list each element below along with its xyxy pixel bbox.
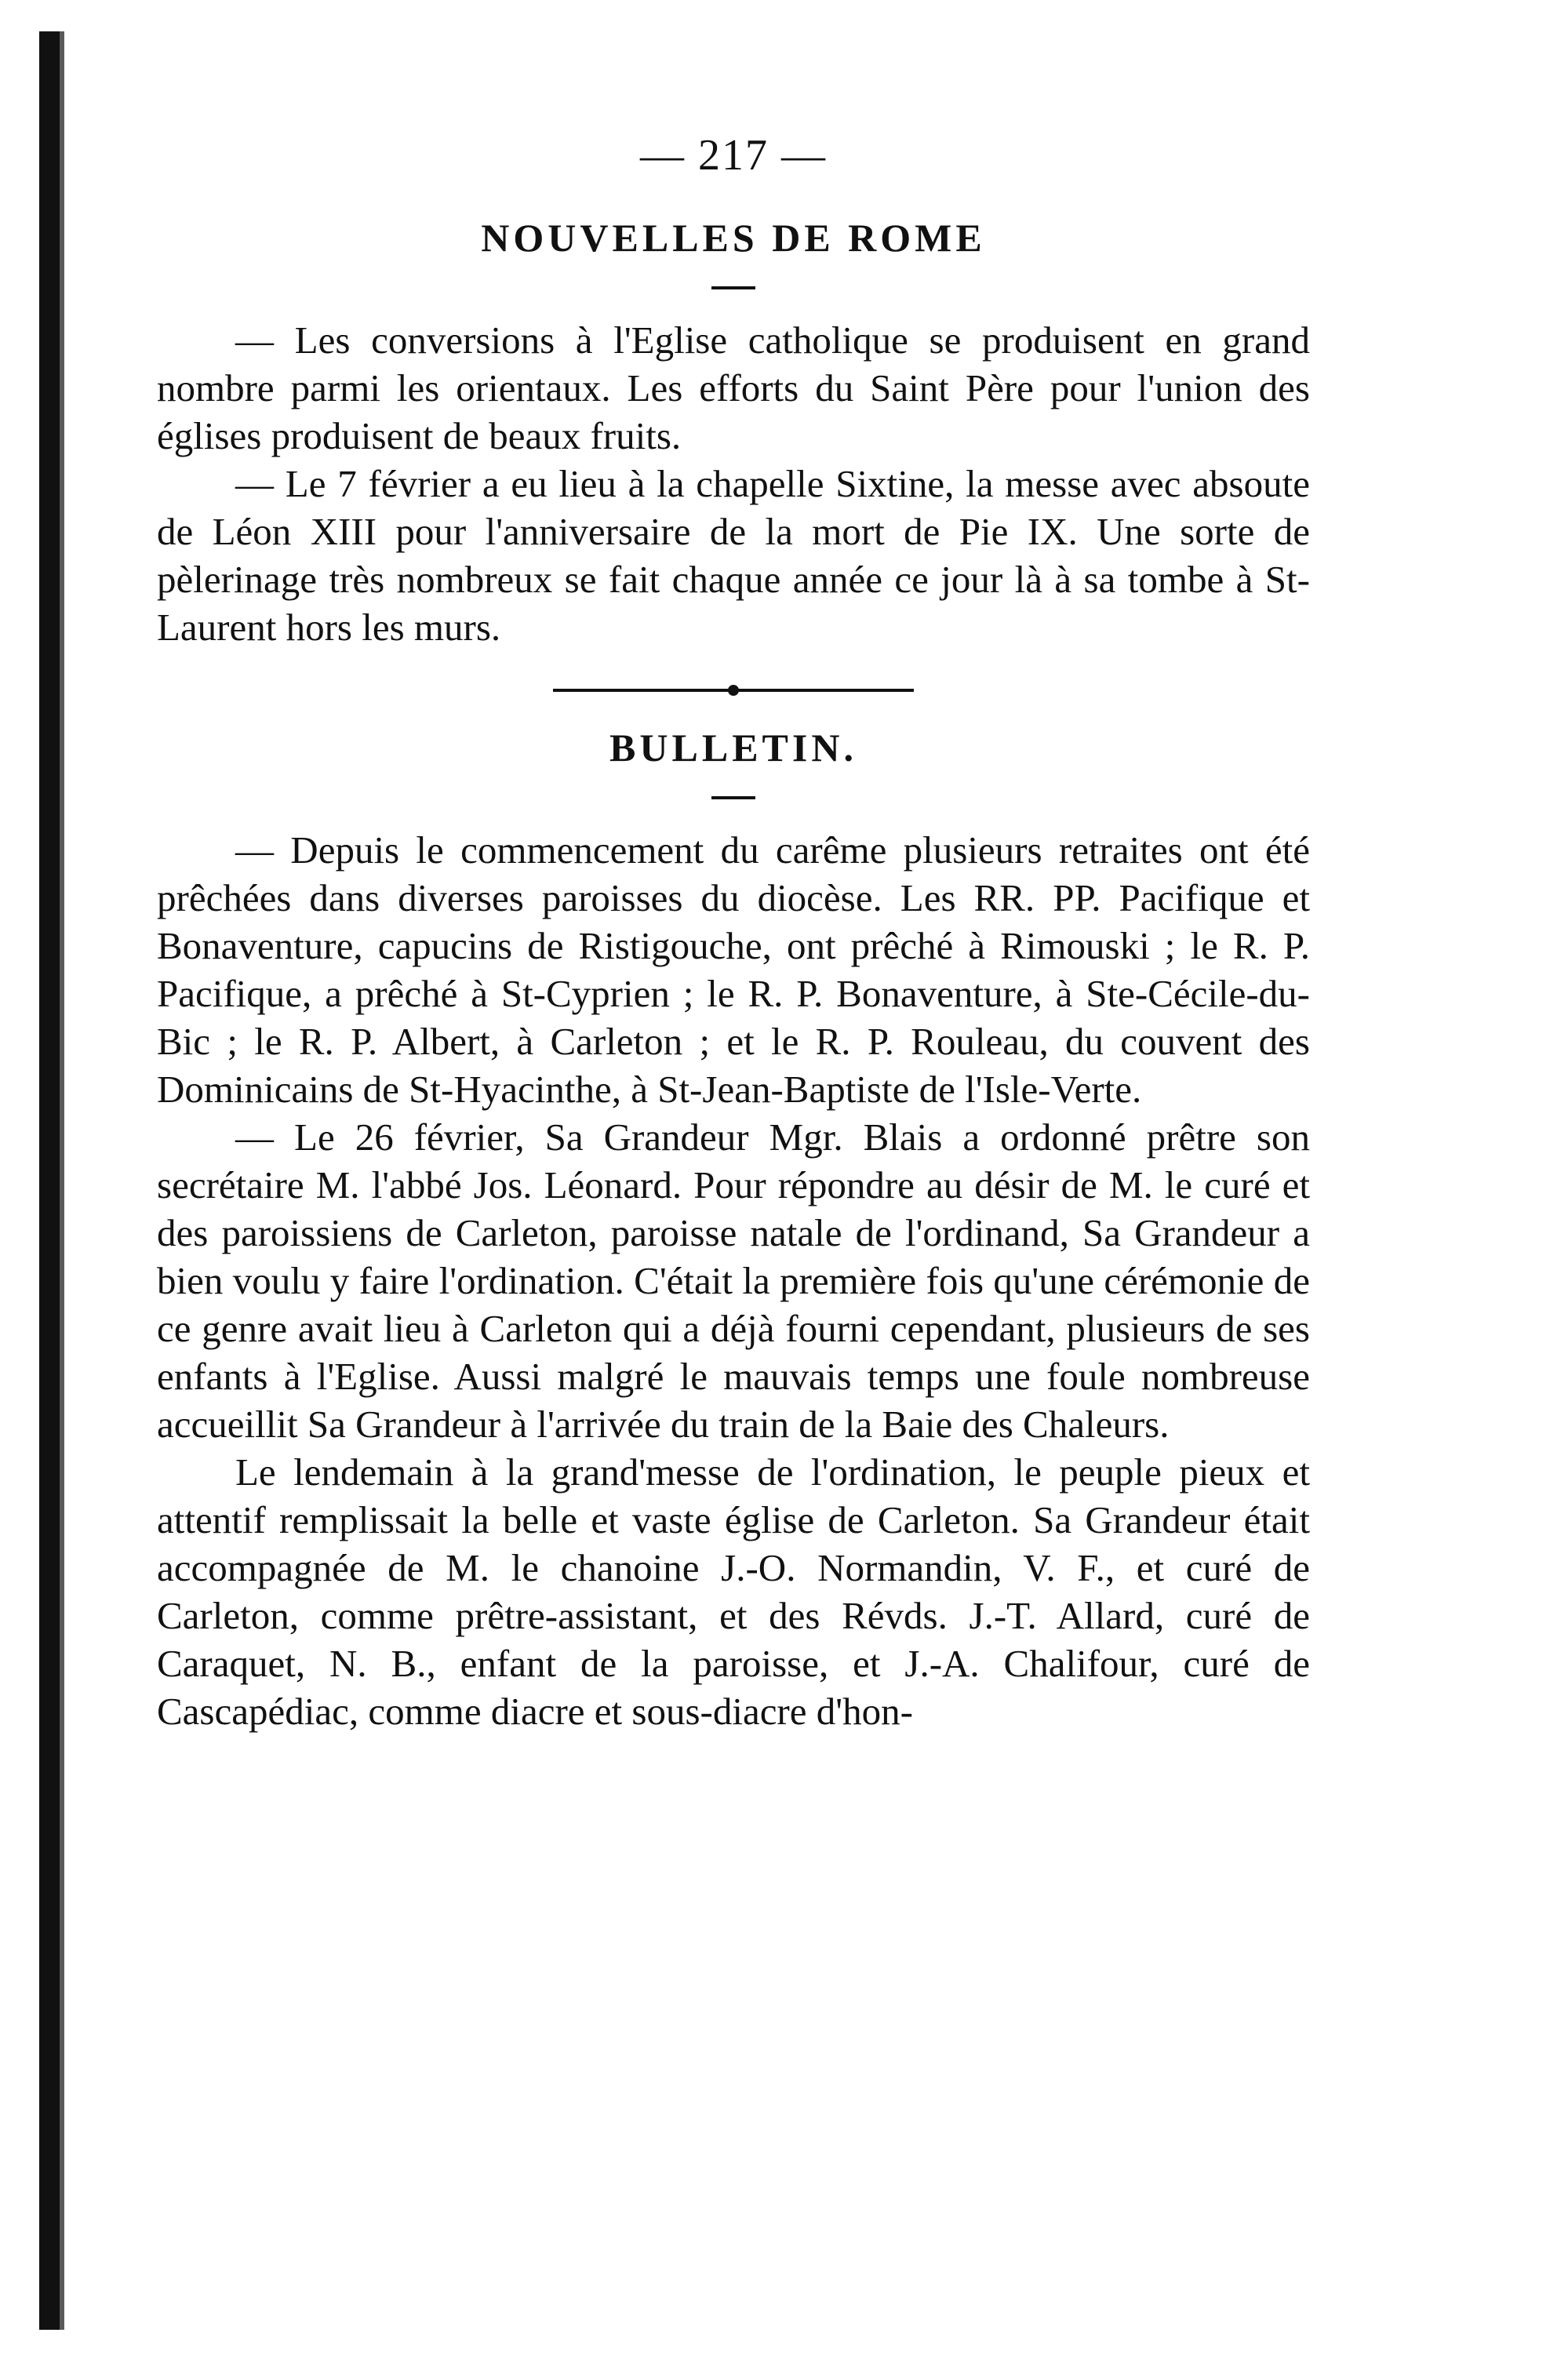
paragraph-rome-1: — Les conversions à l'Eglise catholique se produisent en grand nombre parmi les orientaux. Les efforts du Saint Père pour l'union des églises produisent de beaux fruits. — [157, 318, 1310, 457]
paragraph-bulletin-2: — Le 26 février, Sa Grandeur Mgr. Blais a ordonné prêtre son secrétaire M. l'abbé Jos. Léonard. Pour répondre au désir de M. le curé et des paroissiens de Carleton, paroisse natale de l'ordinand, Sa Grandeur a bien voulu y faire l'ordination. C'était la première fois qu'une cérémonie de ce genre avait lieu à Carleton qui a déjà fourni cependant, plusieurs de ses enfants à l'Eglise. Aussi malgré le mauvais temps une foule nombreuse accueillit Sa Grandeur à l'arrivée du train de la Baie des Chaleurs. — [157, 1115, 1310, 1446]
section-title-bulletin: BULLETIN. — [609, 726, 857, 770]
section-title-rome: NOUVELLES DE ROME — [481, 216, 986, 260]
paragraph-rome-2: — Le 7 février a eu lieu à la chapelle Sixtine, la messe avec absoute de Léon XIII pour l'anniversaire de la mort de Pie IX. Une sorte de pèlerinage très nombreux se fait chaque année ce jour là à sa tombe à St-Laurent hors les murs. — [157, 462, 1310, 649]
paragraph-bulletin-1: — Depuis le commencement du carême plusieurs retraites ont été prêchées dans diverses paroisses du diocèse. Les RR. PP. Pacifique et Bonaventure, capucins de Ristigouche, ont prêché à Rimouski ; le R. P. Pacifique, a prêché à St-Cyprien ; le R. P. Bonaventure, à Ste-Cécile-du-Bic ; le R. P. Albert, à Carleton ; et le R. P. Rouleau, du couvent des Dominicains de St-Hyacinthe, à St-Jean-Baptiste de l'Isle-Verte. — [157, 828, 1310, 1111]
section-dash-rome — [711, 286, 755, 289]
divider-ornament — [728, 685, 739, 696]
page-binding-shadow — [60, 31, 64, 2330]
page-content — [157, 133, 1310, 2251]
page-binding-edge — [39, 31, 60, 2330]
page-number: — 217 — — [640, 133, 827, 180]
paragraph-bulletin-3: Le lendemain à la grand'messe de l'ordination, le peuple pieux et attentif remplissait la belle et vaste église de Carleton. Sa Grandeur était accompagnée de M. le chanoine J.-O. Normandin, V. F., et curé de Carleton, comme prêtre-assistant, et des Révds. J.-T. Allard, curé de Caraquet, N. B., enfant de la paroisse, et J.-A. Chalifour, curé de Cascapédiac, comme diacre et sous-diacre d'hon- — [157, 1450, 1310, 1733]
section-dash-bulletin — [711, 796, 755, 799]
section-divider — [553, 689, 914, 692]
